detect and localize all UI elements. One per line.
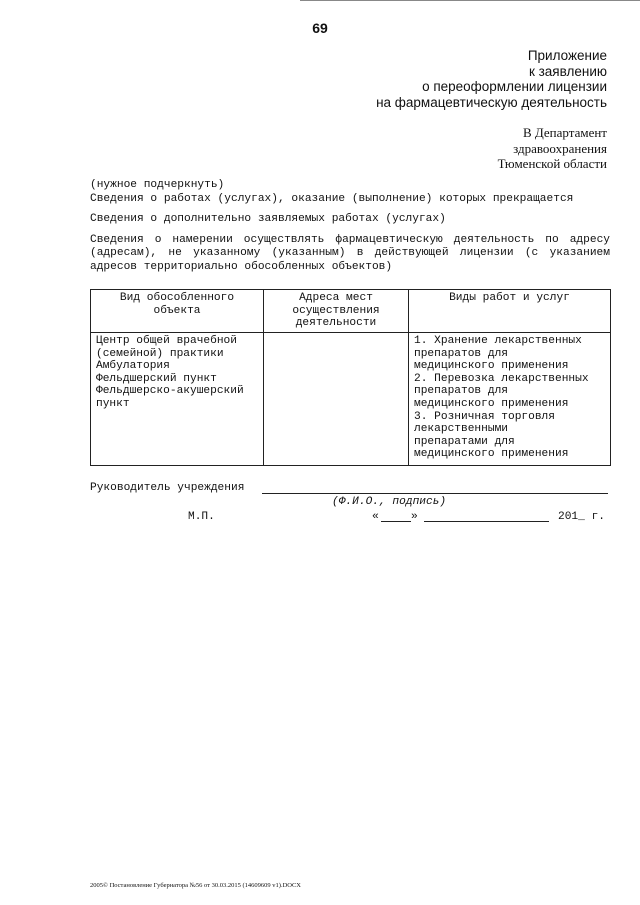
underline-note: (нужное подчеркнуть) — [90, 179, 225, 191]
service-line: препаратов для — [414, 347, 508, 360]
year-label: 201_ г. — [558, 511, 605, 523]
addressee-line: В Департамент — [522, 125, 607, 140]
month-field-line[interactable] — [424, 521, 549, 522]
additional-services-item[interactable]: Сведения о дополнительно заявляемых работах (услугах) — [90, 213, 446, 225]
services-cell — [409, 333, 611, 466]
day-field-line[interactable] — [381, 521, 411, 522]
object-type-line: пункт — [96, 397, 130, 410]
service-line: 1. Хранение лекарственных — [414, 335, 582, 347]
objects-table — [90, 289, 611, 466]
document-footer: 2005© Постановление Губернатора №56 от 30.03.2015 (14609609 v1).DOCX — [90, 882, 301, 889]
service-line: медицинского применения — [414, 360, 569, 373]
addresses-cell[interactable] — [264, 333, 409, 466]
object-type-line: (семейной) практики — [96, 347, 224, 360]
service-line: 2. Перевозка лекарственных — [414, 372, 589, 385]
table-row — [91, 333, 611, 466]
stamp-label: М.П. — [188, 511, 215, 523]
fio-signature-caption: (Ф.И.О., подпись) — [332, 496, 447, 508]
head-signature-line[interactable] — [262, 493, 608, 494]
service-line: препаратов для — [414, 385, 508, 398]
service-line: 3. Розничная торговля — [414, 410, 555, 423]
page-number: 69 — [312, 20, 328, 36]
service-line: медицинского применения — [414, 397, 569, 410]
table-header-row — [91, 290, 611, 333]
column-header-addresses: Адреса мест осуществления деятельности — [264, 290, 409, 333]
appendix-line: Приложение — [527, 48, 607, 63]
service-line: медицинского применения — [414, 448, 569, 461]
column-header-object-type: Вид обособленного объекта — [91, 290, 264, 333]
object-type-line: Центр общей врачебной — [96, 335, 237, 347]
terminated-services-item[interactable]: Сведения о работах (услугах), оказание (выполнение) которых прекращается — [90, 193, 574, 205]
object-types-cell — [91, 333, 264, 466]
addressee-line: Тюменской области — [497, 156, 607, 171]
object-type-line: Фельдшерско-акушерский — [96, 385, 244, 398]
address-intent-item[interactable]: Сведения о намерении осуществлять фармацевтическую деятельность по адресу (адресам), не указанному (указанным) в действующей лицензии (с указанием адресов территориально обособленных объектов) — [90, 234, 610, 273]
addressee-block — [407, 125, 607, 172]
head-of-institution-label: Руководитель учреждения — [90, 482, 245, 494]
service-line: лекарственными — [414, 423, 508, 436]
service-line: препаратами для — [414, 435, 515, 448]
addressee-line: здравоохранения — [513, 140, 607, 156]
appendix-line: на фармацевтическую деятельность — [376, 94, 607, 110]
top-rule — [300, 0, 640, 1]
appendix-header — [287, 48, 607, 110]
column-header-services: Виды работ и услуг — [409, 290, 611, 333]
appendix-line: о переоформлении лицензии — [422, 79, 607, 94]
appendix-line: к заявлению — [528, 63, 607, 79]
day-quote-open: « — [372, 511, 379, 523]
object-type-line: Фельдшерский пункт — [96, 372, 217, 385]
day-quote-close: » — [411, 511, 418, 523]
object-type-line: Амбулатория — [96, 360, 170, 373]
